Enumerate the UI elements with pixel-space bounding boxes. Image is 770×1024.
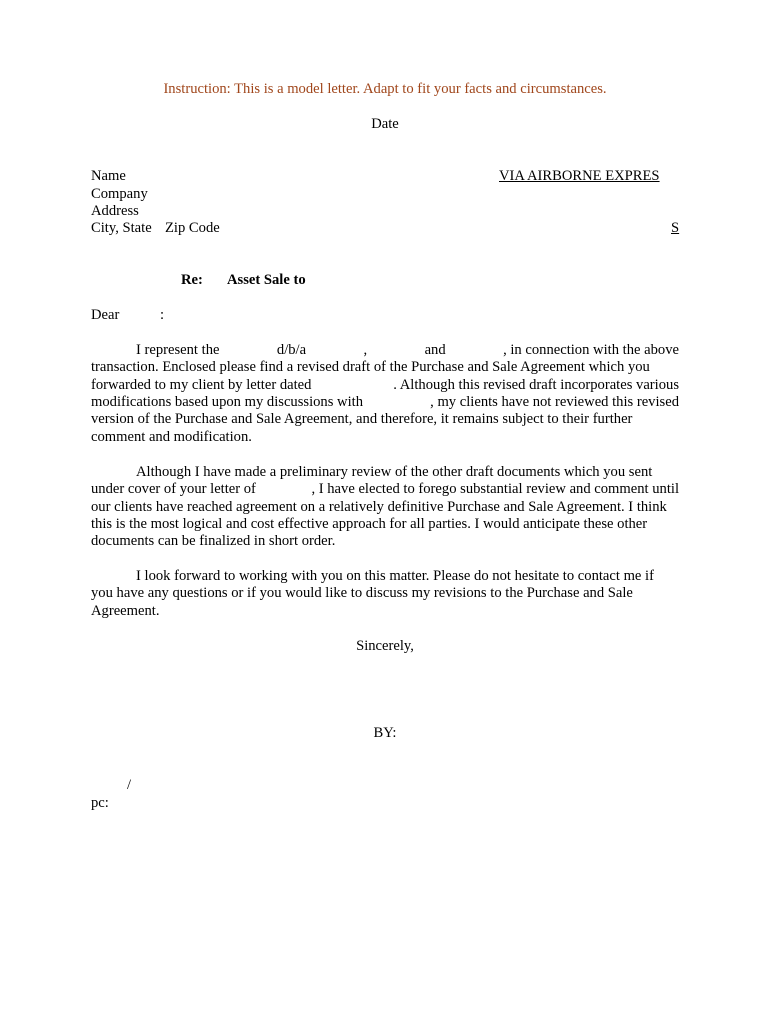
paragraph-line (91, 585, 679, 602)
text-fragment: , I have elected to forego substantial review and comment until (311, 481, 679, 498)
salutation-dear: Dear (91, 307, 120, 323)
recipient-zip: Zip Code (165, 220, 220, 236)
paragraph-line (91, 568, 679, 585)
paragraph-line (91, 603, 679, 620)
text-fragment: , my clients have not reviewed this revised (430, 394, 679, 411)
re-label: Re: (181, 272, 203, 288)
delivery-method: VIA AIRBORNE EXPRES (499, 168, 660, 184)
text-fragment: . Although this revised draft incorporates various (393, 376, 679, 393)
paragraph-line (91, 481, 679, 498)
recipient-company: Company (91, 186, 148, 202)
paragraph-3 (91, 568, 679, 620)
text-fragment: version of the Purchase and Sale Agreement, and therefore, it remains subject to their further (91, 411, 633, 428)
paragraph-line (91, 411, 679, 428)
delivery-method-continued: S (671, 220, 680, 236)
instruction-note: Instruction: This is a model letter. Adapt to fit your facts and circumstances. (163, 81, 607, 97)
paragraph-line (91, 394, 679, 411)
text-fragment: forwarded to my client by letter dated (91, 376, 312, 393)
text-fragment: transaction. Enclosed please find a revised draft of the Purchase and Sale Agreement which you (91, 359, 650, 376)
paragraph-line (91, 342, 679, 359)
paragraph-line (91, 516, 679, 533)
text-fragment: modifications based upon my discussions with (91, 394, 363, 411)
text-fragment: I represent the (136, 342, 220, 358)
closing-sincerely: Sincerely, (356, 638, 414, 654)
text-fragment: d/b/a (276, 342, 307, 358)
recipient-address: Address (91, 203, 139, 219)
text-fragment: Agreement. (91, 602, 160, 619)
text-fragment: comment and modification. (91, 428, 252, 445)
paragraph-line (91, 533, 679, 550)
text-fragment: and (424, 342, 446, 358)
text-fragment: our clients have reached agreement on a relatively definitive Purchase and Sale Agreement. I think (91, 498, 667, 515)
salutation-colon: : (160, 307, 165, 323)
signature-by: BY: (373, 725, 397, 741)
initials-separator: / (127, 777, 132, 793)
recipient-city-state: City, State (91, 220, 152, 236)
text-fragment: this is the most logical and cost effective approach for all parties. I would anticipate these other (91, 516, 648, 533)
paragraph-1 (91, 342, 679, 446)
paragraph-line (91, 359, 679, 376)
paragraph-line (91, 464, 679, 481)
pc-label: pc: (91, 795, 109, 811)
paragraph-line (91, 377, 679, 394)
recipient-name: Name (91, 168, 126, 184)
text-fragment: , in connection with the above (503, 342, 679, 358)
text-fragment: I look forward to working with you on this matter. Please do not hesitate to contact me if (136, 568, 654, 584)
paragraph-line (91, 499, 679, 516)
text-fragment: Although I have made a preliminary review of the other draft documents which you sent (136, 464, 653, 480)
paragraph-2 (91, 464, 679, 551)
paragraph-line (91, 429, 679, 446)
text-fragment: under cover of your letter of (91, 481, 256, 498)
re-subject: Asset Sale to (227, 272, 306, 288)
text-fragment: documents can be finalized in short order. (91, 533, 336, 550)
letter-date: Date (371, 116, 399, 132)
text-fragment: you have any questions or if you would like to discuss my revisions to the Purchase and Sale (91, 585, 633, 602)
text-fragment: , (363, 342, 368, 358)
